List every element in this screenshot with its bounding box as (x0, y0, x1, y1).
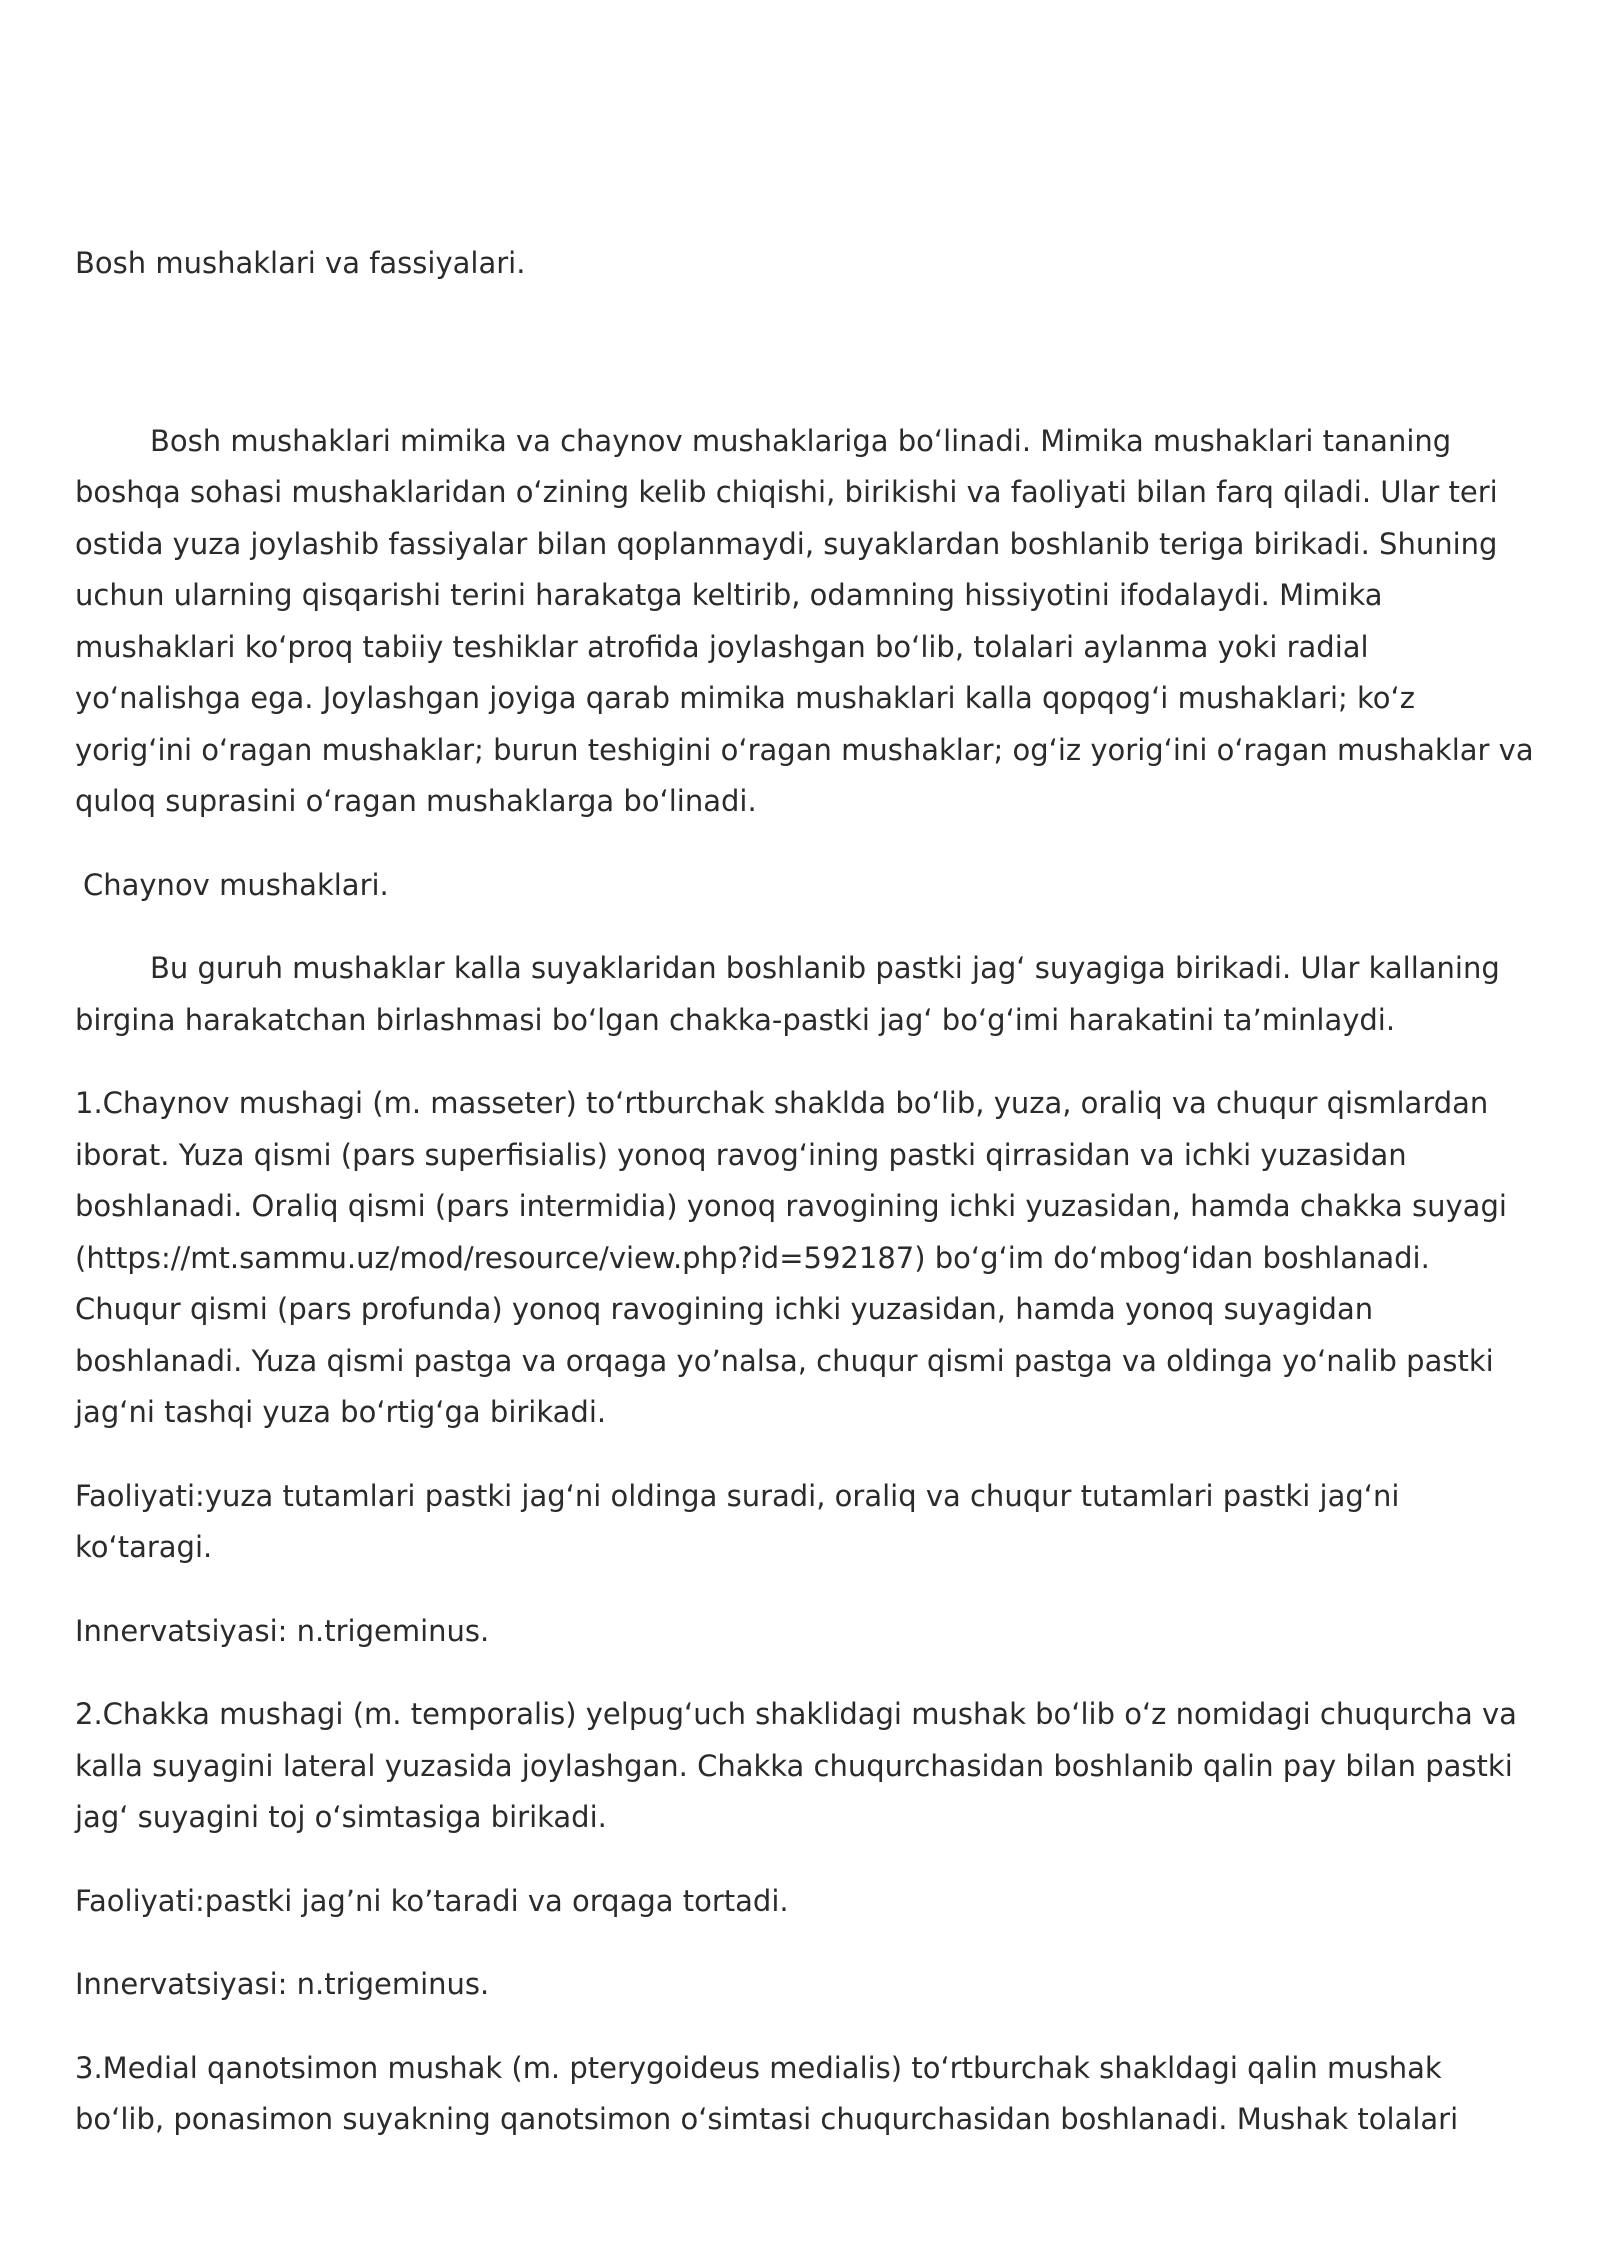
paragraph-temporalis-innervation: Innervatsiyasi: n.trigeminus. (75, 1967, 490, 2001)
paragraph-masseter: 1.Chaynov mushagi (m. masseter) to‘rtburchak shaklda bo‘lib, yuza, oraliq va chuqur qismlardan iborat. Yuza qismi (pars superfisialis) yonoq ravog‘ining pastki qirrasidan va ichki yuzasidan boshlanadi. Oraliq qismi (pars intermidia) yonoq ravogining ichki yuzasidan, hamda chakka suyagi (https://mt.sammu.uz/mod/resource/view.php?id=592187) bo‘g‘im do‘mbog‘idan boshlanadi. Chuqur qismi (pars profunda) yonoq ravogining ichki yuzasidan, hamda yonoq suyagidan boshlanadi. Yuza qismi pastga va orqaga yo’nalsa, chuqur qismi pastga va oldinga yo‘nalib pastki jag‘ni tashqi yuza bo‘rtig‘ga birikadi. (75, 1086, 1507, 1429)
paragraph-pterygoideus-medialis: 3.Medial qanotsimon mushak (m. pterygoideus medialis) to‘rtburchak shakldagi qalin mushak bo‘lib, ponasimon suyakning qanotsimon o‘simtasi chuqurchasidan boshlanadi. Mushak tolalari (75, 2050, 1459, 2136)
paragraph-intro: Bosh mushaklari mimika va chaynov mushaklariga bo‘linadi. Mimika mushaklari tananing boshqa sohasi mushaklaridan o‘zining kelib chiqishi, birikishi va faoliyati bilan farq qiladi. Ular teri ostida yuza joylashib fassiyalar bilan qoplanmaydi, suyaklardan boshlanib teriga birikadi. Shuning uchun ularning qisqarishi terini harakatga keltirib, odamning hissiyotini ifodalaydi. Mimika mushaklari ko‘proq tabiiy teshiklar atrofida joylashgan bo‘lib, tolalari aylanma yoki radial yo‘nalishga ega. Joylashgan joyiga qarab mimika mushaklari kalla qopqog‘i mushaklari; ko‘z yorig‘ini o‘ragan mushaklar; burun teshigini o‘ragan mushaklar; og‘iz yorig‘ini o‘ragan mushaklar va quloq suprasini o‘ragan mushaklarga bo‘linadi. (75, 423, 1534, 818)
paragraph-masseter-function: Faoliyati:yuza tutamlari pastki jag‘ni oldinga suradi, oraliq va chuqur tutamlari pastki jag‘ni ko‘taragi. (75, 1478, 1400, 1564)
paragraph-temporalis-function: Faoliyati:pastki jag’ni ko’taradi va orqaga tortadi. (75, 1883, 789, 1918)
paragraph-masseter-innervation: Innervatsiyasi: n.trigeminus. (75, 1613, 490, 1648)
section-heading-chaynov: Chaynov mushaklari. (83, 867, 389, 902)
paragraph-temporalis: 2.Chakka mushagi (m. temporalis) yelpug‘uch shaklidagi mushak bo‘lib o‘z nomidagi chuqurcha va kalla suyagini lateral yuzasida joylashgan. Chakka chuqurchasidan boshlanib qalin pay bilan pastki jag‘ suyagini toj o‘simtasiga birikadi. (75, 1697, 1517, 1834)
document-body (75, 238, 1535, 2146)
document-title: Bosh mushaklari va fassiyalari. (75, 246, 526, 280)
paragraph-chaynov-intro: Bu guruh mushaklar kalla suyaklaridan boshlanib pastki jag‘ suyagiga birikadi. Ular kallaning birgina harakatchan birlashmasi bo‘lgan chakka-pastki jag‘ bo‘g‘imi harakatini ta’minlaydi. (75, 951, 1500, 1037)
